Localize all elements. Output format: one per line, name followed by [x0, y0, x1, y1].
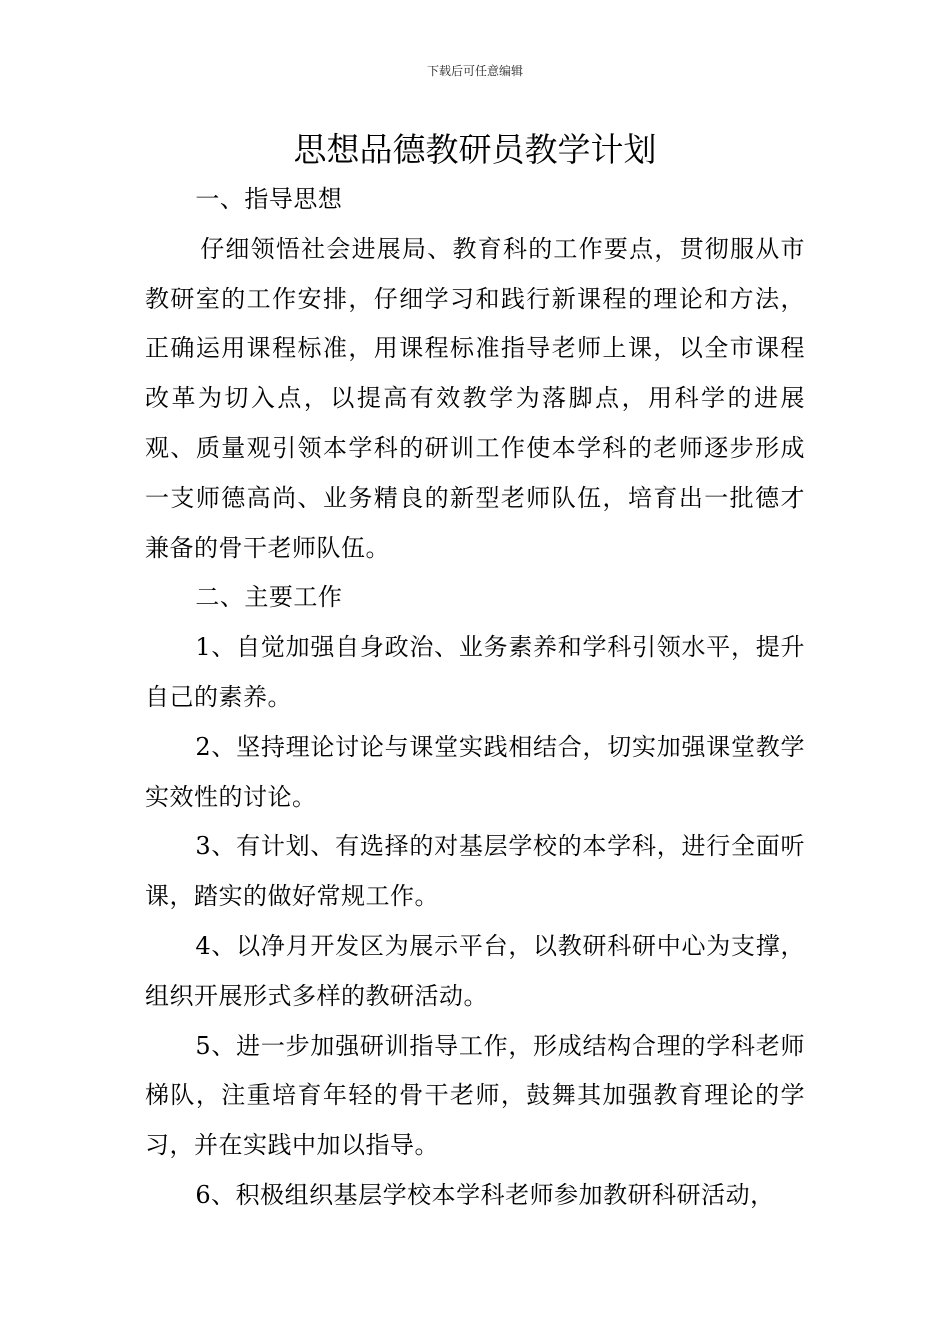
- paragraph-main-work-6: 6、积极组织基层学校本学科老师参加教研科研活动，: [195, 1180, 775, 1209]
- section-heading-main-work: 二、主要工作: [195, 583, 343, 612]
- paragraph-main-work-1: 1、自觉加强自身政治、业务素养和学科引领水平，提升自己的素养。: [145, 633, 805, 711]
- paragraph-main-work-3: 3、有计划、有选择的对基层学校的本学科，进行全面听课，踏实的做好常规工作。: [145, 832, 805, 911]
- document-title: 思想品德教研员教学计划: [293, 130, 657, 169]
- section-heading-guiding-thought: 一、指导思想: [195, 185, 343, 213]
- paragraph-main-work-5: 5、进一步加强研训指导工作，形成结构合理的学科老师梯队，注重培育年轻的骨干老师，鼓舞其加强教育理论的学习，并在实践中加以指导。: [145, 1031, 805, 1160]
- paragraph-main-work-4: 4、以净月开发区为展示平台，以教研科研中心为支撑，组织开展形式多样的教研活动。: [145, 931, 805, 1010]
- paragraph-main-work-2: 2、坚持理论讨论与课堂实践相结合，切实加强课堂教学实效性的讨论。: [145, 732, 805, 811]
- header-note: 下载后可任意编辑: [426, 64, 523, 78]
- paragraph-guiding-thought: 仔细领悟社会进展局、教育科的工作要点，贯彻服从市教研室的工作安排，仔细学习和践行新课程的理论和方法，正确运用课程标准，用课程标准指导老师上课，以全市课程改革为切入点，以提高有效教学为落脚点，用科学的进展观、质量观引领本学科的研训工作使本学科的老师逐步形成一支师德高尚、业务精良的新型老师队伍，培育出一批德才兼备的骨干老师队伍。: [145, 234, 805, 562]
- document-body: [145, 175, 805, 1221]
